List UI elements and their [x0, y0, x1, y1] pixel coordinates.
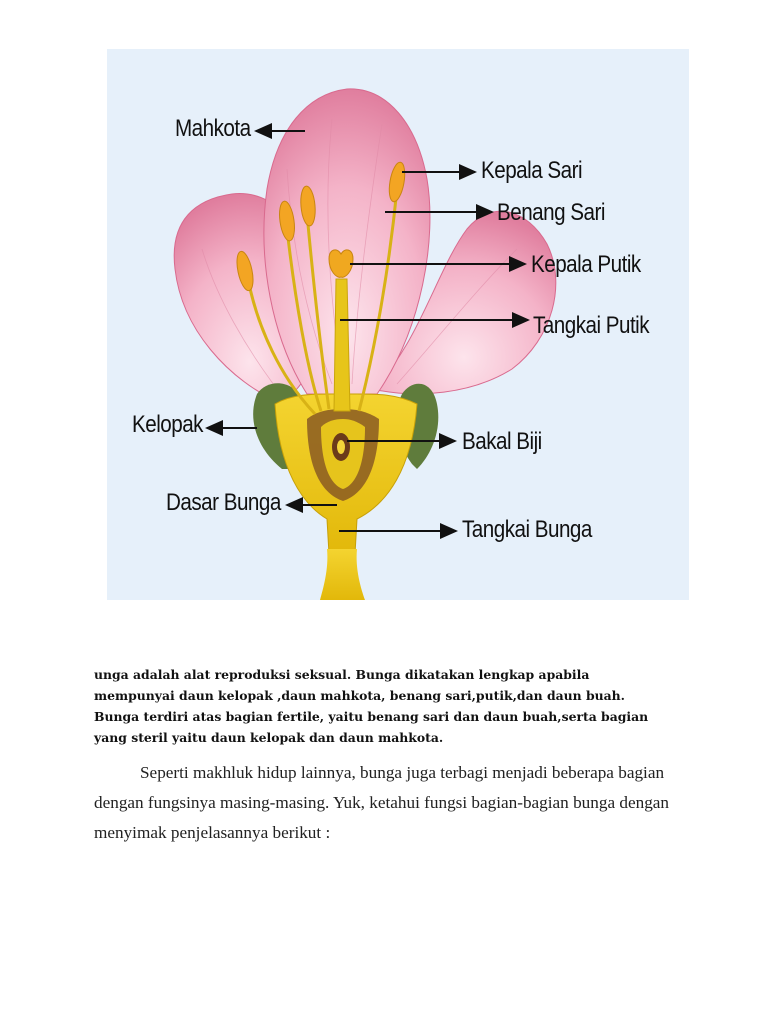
label-bakal-biji: Bakal Biji — [462, 428, 542, 455]
label-kelopak: Kelopak — [132, 411, 203, 438]
label-tangkai-bunga: Tangkai Bunga — [462, 516, 592, 543]
intro-bold-paragraph: unga adalah alat reproduksi seksual. Bunga dikatakan lengkap apabila mempunyai daun kelopak ,daun mahkota, benang sari,putik,dan daun buah. Bunga terdiri atas bagian fertile, yaitu benang sari dan daun buah,serta bagian yang steril yaitu daun kelopak dan daun mahkota. — [94, 667, 649, 745]
flower-diagram — [107, 49, 689, 600]
label-kepala-sari: Kepala Sari — [481, 157, 583, 184]
label-benang-sari: Benang Sari — [497, 199, 605, 226]
pistil-style — [334, 279, 350, 411]
label-mahkota: Mahkota — [175, 115, 251, 142]
flower-stalk — [320, 549, 365, 600]
label-kepala-putik: Kepala Putik — [531, 251, 641, 278]
label-dasar-bunga: Dasar Bunga — [166, 489, 281, 516]
label-tangkai-putik: Tangkai Putik — [533, 312, 650, 339]
body-paragraph: Seperti makhluk hidup lainnya, bunga juga terbagi menjadi beberapa bagian dengan fungsinya masing-masing. Yuk, ketahui fungsi bagian-bagian bunga dengan menyimak penjelasannya berikut : — [94, 763, 670, 842]
